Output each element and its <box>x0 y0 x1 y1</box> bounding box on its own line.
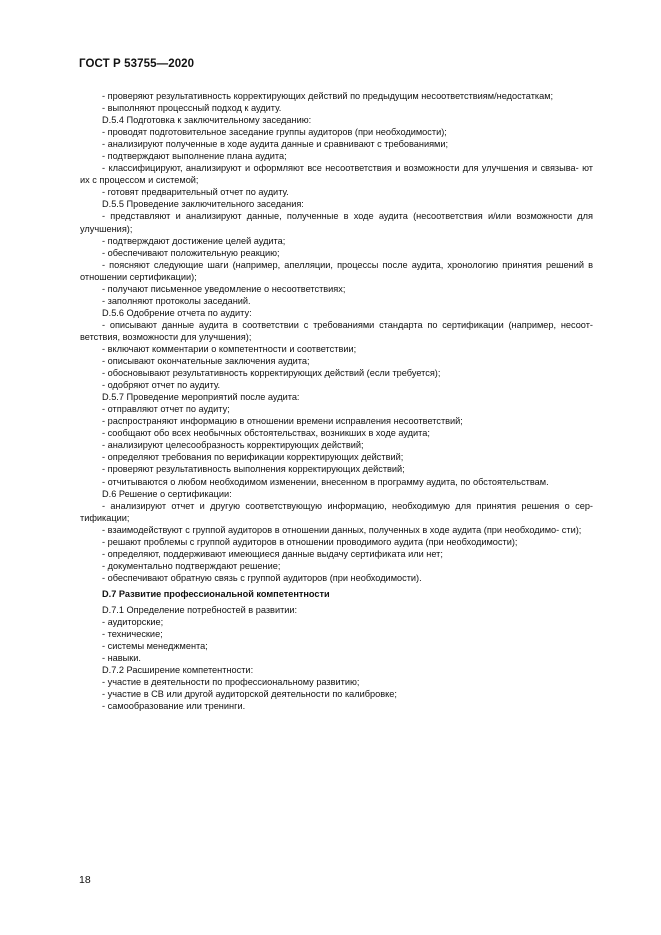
paragraph: - одобряют отчет по аудиту. <box>102 380 221 391</box>
paragraph: - поясняют следующие шаги (например, апелляции, процессы после аудита, хронологию принятия решений в отношении сертификации); <box>80 259 593 282</box>
paragraph: - проверяют результативность выполнения корректирующих действий; <box>102 464 405 475</box>
paragraph: - получают письменное уведомление о несоответствиях; <box>102 283 346 294</box>
document-body <box>80 90 593 712</box>
paragraph: - участие в деятельности по профессиональному развитию; <box>102 677 360 688</box>
paragraph: - выполняют процессный подход к аудиту. <box>102 103 282 114</box>
paragraph: - обосновывают результативность корректирующих действий (если требуется); <box>102 368 441 379</box>
section-heading: D.5.7 Проведение мероприятий после аудита: <box>102 392 300 403</box>
paragraph: - сообщают обо всех необычных обстоятельствах, возникших в ходе аудита; <box>102 428 430 439</box>
paragraph: - документально подтверждают решение; <box>102 560 281 571</box>
section-heading: D.7.1 Определение потребностей в развитии: <box>102 604 298 615</box>
paragraph: - анализируют целесообразность корректирующих действий; <box>102 440 364 451</box>
section-heading: D.6 Решение о сертификации: <box>102 488 232 499</box>
paragraph: - отправляют отчет по аудиту; <box>102 404 230 415</box>
paragraph: - аудиторские; <box>102 617 164 628</box>
paragraph: - взаимодействуют с группой аудиторов в отношении данных, полученных в ходе аудита (при необходимо- сти); <box>102 524 582 535</box>
paragraph: - определяют требования по верификации корректирующих действий; <box>102 452 404 463</box>
section-title: D.7 Развитие профессиональной компетентности <box>102 588 330 599</box>
section-heading: D.5.5 Проведение заключительного заседания: <box>102 199 304 210</box>
paragraph: - проверяют результативность корректирующих действий по предыдущим несоответствиям/недостаткам; <box>102 91 554 101</box>
paragraph: - участие в СВ или другой аудиторской деятельности по калибровке; <box>102 689 397 700</box>
paragraph: - подтверждают достижение целей аудита; <box>102 235 286 246</box>
paragraph: - подтверждают выполнение плана аудита; <box>102 151 287 162</box>
paragraph: - отчитываются о любом необходимом изменении, внесенном в программу аудита, по обстоятельствам. <box>102 476 549 487</box>
paragraph: - обеспечивают обратную связь с группой аудиторов (при необходимости). <box>102 572 422 583</box>
paragraph: - самообразование или тренинги. <box>102 701 246 712</box>
paragraph: - описывают окончательные заключения аудита; <box>102 356 310 367</box>
paragraph: - заполняют протоколы заседаний. <box>102 295 251 306</box>
paragraph: - описывают данные аудита в соответствии с требованиями стандарта по сертификации (например, несоот- ветствия, возможности для улучшения); <box>80 319 593 342</box>
paragraph: - системы менеджмента; <box>102 641 208 652</box>
paragraph: - определяют, поддерживают имеющиеся данные выдачу сертификата или нет; <box>102 548 443 559</box>
paragraph: - проводят подготовительное заседание группы аудиторов (при необходимости); <box>102 127 447 138</box>
paragraph: - представляют и анализируют данные, полученные в ходе аудита (несоответствия и/или возможности для улучшения); <box>80 211 593 234</box>
paragraph: - включают комментарии о компетентности и соответствии; <box>102 343 357 354</box>
paragraph: - готовят предварительный отчет по аудиту. <box>102 187 289 198</box>
paragraph: - распространяют информацию в отношении времени исправления несоответствий; <box>102 416 463 427</box>
document-header: ГОСТ Р 53755—2020 <box>79 58 195 70</box>
paragraph: - классифицируют, анализируют и оформляют все несоответствия и возможности для улучшения и связыва- ют их с процессом и системой; <box>80 163 593 186</box>
section-heading: D.5.6 Одобрение отчета по аудиту: <box>102 307 252 318</box>
paragraph: - анализируют полученные в ходе аудита данные и сравнивают с требованиями; <box>102 139 449 150</box>
section-heading: D.7.2 Расширение компетентности: <box>102 665 254 676</box>
paragraph: - обеспечивают положительную реакцию; <box>102 247 280 258</box>
paragraph: - анализируют отчет и другую соответствующую информацию, необходимую для принятия решения о сер- тификации; <box>80 500 593 523</box>
paragraph: - решают проблемы с группой аудиторов в отношении проводимого аудита (при необходимости); <box>102 536 518 547</box>
page-number: 18 <box>79 874 91 886</box>
paragraph: - технические; <box>102 629 163 640</box>
section-heading: D.5.4 Подготовка к заключительному заседанию: <box>102 115 312 126</box>
paragraph: - навыки. <box>102 653 141 664</box>
